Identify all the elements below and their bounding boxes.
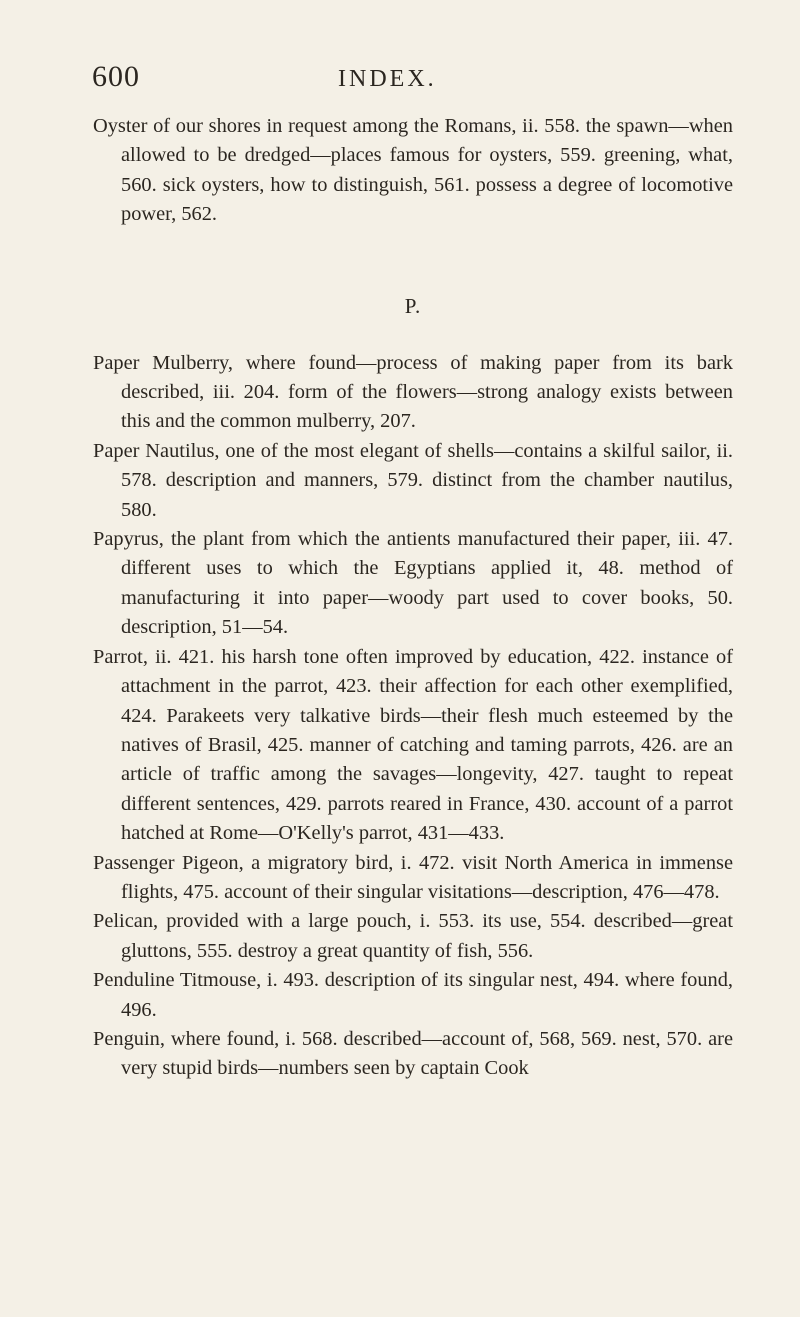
running-head: INDEX.	[338, 66, 437, 92]
index-entry-penduline-titmouse: Penduline Titmouse, i. 493. description of its singular nest, 494. where found, 496.	[93, 969, 733, 1021]
page-header	[92, 60, 732, 100]
index-entry-papyrus: Papyrus, the plant from which the antients manufactured their paper, iii. 47. different uses to which the Egyptians applied it, 48. method of manufacturing it into paper—woody part used to cover books, 50. description, 51—54.	[93, 528, 733, 639]
index-content	[93, 112, 733, 1084]
index-entry-penguin: Penguin, where found, i. 568. described—account of, 568, 569. nest, 570. are very stupid birds—numbers seen by captain Cook	[93, 1027, 733, 1080]
index-entry-pelican: Pelican, provided with a large pouch, i. 553. its use, 554. described—great gluttons, 555. destroy a great quantity of fish, 556.	[93, 910, 733, 962]
page-number: 600	[92, 60, 140, 93]
index-entry-paper-mulberry: Paper Mulberry, where found—process of making paper from its bark described, iii. 204. form of the flowers—strong analogy exists between this and the common mulberry, 207.	[93, 351, 733, 433]
section-heading: P.	[404, 293, 422, 318]
index-entry-paper-nautilus: Paper Nautilus, one of the most elegant of shells—contains a skilful sailor, ii. 578. description and manners, 579. distinct from the chamber nautilus, 580.	[93, 439, 733, 521]
index-entry-parrot: Parrot, ii. 421. his harsh tone often improved by education, 422. instance of attachment in the parrot, 423. their affection for each other exemplified, 424. Parakeets very talkative birds—their flesh much esteemed by the natives of Brasil, 425. manner of catching and taming parrots, 426. are an article of traffic among the savages—longevity, 427. taught to repeat different sentences, 429. parrots reared in France, 430. account of a parrot hatched at Rome—O'Kelly's parrot, 431—433.	[93, 645, 733, 845]
index-entry-passenger-pigeon: Passenger Pigeon, a migratory bird, i. 472. visit North America in immense flights, 475. account of their singular visitations—description, 476—478.	[93, 851, 733, 903]
index-entry-oyster: Oyster of our shores in request among the Romans, ii. 558. the spawn—when allowed to be dredged—places famous for oysters, 559. greening, what, 560. sick oysters, how to distinguish, 561. possess a degree of locomotive power, 562.	[93, 115, 733, 226]
